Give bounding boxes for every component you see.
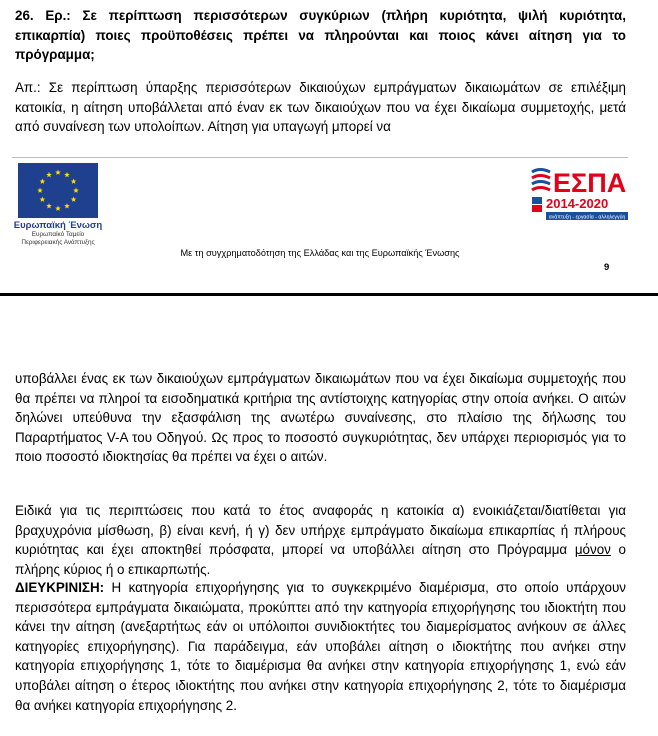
eu-mini-flag-icon xyxy=(532,197,542,204)
page-break xyxy=(0,293,658,296)
espa-flag-icon xyxy=(532,170,550,191)
espa-slogan: ανάπτυξη - εργασία - αλληλεγγύη xyxy=(548,214,626,221)
espa-title: ΕΣΠΑ xyxy=(553,168,627,198)
faq-question xyxy=(15,6,626,65)
clarification-paragraph xyxy=(15,578,626,715)
espa-years: 2014-2020 xyxy=(546,196,609,211)
special-cases-tail: ο πλήρης κύριος ή ο επικαρπωτής. xyxy=(15,542,626,577)
eu-flag-icon xyxy=(18,163,98,218)
question-number: 26. Ερ.: xyxy=(15,8,71,23)
espa-logo xyxy=(530,164,630,224)
page-number: 9 xyxy=(604,262,610,273)
special-cases-text: Ειδικά για τις περιπτώσεις που κατά το έτος αναφοράς η κατοικία α) ενοικιάζεται/διατίθεται για βραχυχρόνια μίσθωση, β) είναι κενή, ή γ) δεν υπήρχε εμπράγματο δικαίωμα επικαρπίας ή πλήρους κυριότητας και έχει αποκτηθεί πρόσφατα, μπορεί να υποβάλλει αίτηση στο Πρόγραμμα xyxy=(15,503,626,558)
emphasis-only: μόνον xyxy=(574,542,611,558)
faq-answer: Απ.: Σε περίπτωση ύπαρξης περισσότερων δικαιούχων εμπράγματων δικαιωμάτων σε επιλέξιμη κατοικία, η αίτηση υποβάλλεται από έναν εκ των δικαιούχων που να έχει δικαίωμα συμμετοχής, μετά από συναίνεση των υπολοίπων. Αίτηση για υπαγωγή μπορεί να xyxy=(15,80,626,135)
cofunding-note: Με τη συγχρηματοδότηση της Ελλάδας και της Ευρωπαϊκής Ένωσης xyxy=(180,248,460,258)
eu-fund-name xyxy=(10,231,106,246)
clarification-label: ΔΙΕΥΚΡΙΝΙΣΗ: xyxy=(15,580,105,595)
eu-fund-line1: Ευρωπαϊκό Ταμείο xyxy=(31,231,85,238)
eu-fund-line2: Περιφερειακής Ανάπτυξης xyxy=(21,238,95,246)
eu-name: Ευρωπαϊκή Ένωση xyxy=(13,220,103,231)
gr-mini-flag-icon xyxy=(532,205,542,212)
clarification-text: Η κατηγορία επιχορήγησης για το συγκεκριμένο διαμέρισμα, στο οποίο υπάρχουν περισσότερα εμπράγματα δικαιώματα, προκύπτει από την κατηγορία επιχορήγησης του ιδιοκτήτη που κάνει την αίτηση (ανεξαρτήτως εάν οι υπόλοιποι συνιδιοκτήτες του διαμερίσματος ανήκουν σε άλλες κατηγορίες επιχορήγησης). Για παράδειγμα, εάν υποβάλει αίτηση ο ιδιοκτήτης που ανήκει στην κατηγορία επιχορήγησης 1, τότε το διαμέρισμα θα ανήκει στην κατηγορία επιχορήγησης 1, ενώ εάν υποβάλει αίτηση ο έτερος ιδιοκτήτης που ανήκει στην κατηγορία επιχορήγησης 2, τότε το διαμέρισμα θα ανήκει κατηγορία επιχορήγησης 2. xyxy=(15,580,626,713)
question-text: Σε περίπτωση περισσότερων συγκύριων (πλήρη κυριότητα, ψιλή κυριότητα, επικαρπία) ποιες προϋποθέσεις πρέπει να πληρούνται και ποιος κάνει αίτηση για το πρόγραμμα; xyxy=(15,8,626,63)
answer-continuation: υποβάλλει ένας εκ των δικαιούχων εμπράγματων δικαιωμάτων που να έχει δικαίωμα συμμετοχής που θα πρέπει να πληροί τα εισοδηματικά κριτήρια της αντίστοιχης κατηγορίας στην οποία ανήκει. Ο αιτών δηλώνει υπεύθυνα την εξασφάλιση της ανωτέρω συναίνεσης, στο πλαίσιο της δήλωσης του Παραρτήματος V-A του Οδηγού. Ως προς το ποσοστό συγκυριότητας, δεν υπάρχει περιορισμός για το ποιο ποσοστό ιδιοκτησίας θα πρέπει να έχει ο αιτών. xyxy=(15,371,626,465)
footer-divider xyxy=(12,157,628,158)
special-cases-paragraph xyxy=(15,501,626,579)
